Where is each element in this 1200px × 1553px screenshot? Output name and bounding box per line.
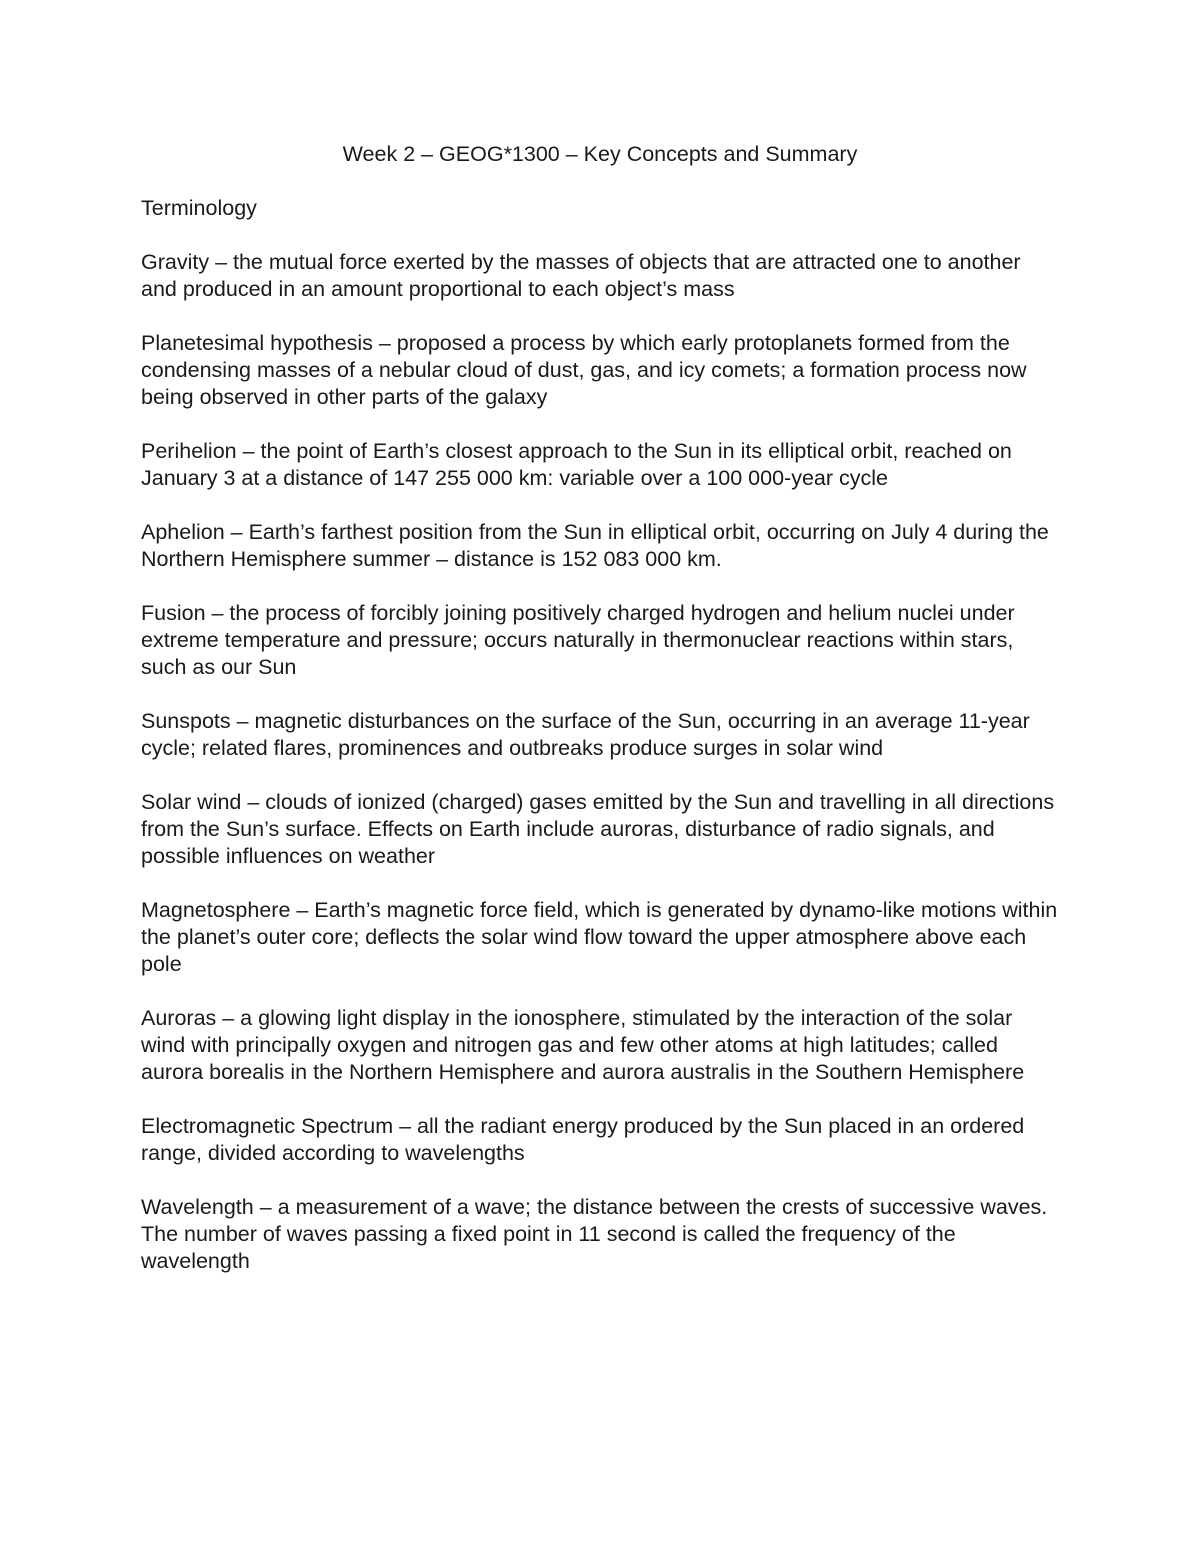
term-gravity: Gravity – the mutual force exerted by the masses of objects that are attracted one to another and produced in an amount proportional to each object’s mass	[141, 250, 1021, 301]
terminology-list	[141, 249, 1061, 1302]
term-auroras: Auroras – a glowing light display in the ionosphere, stimulated by the interaction of the solar wind with principally oxygen and nitrogen gas and few other atoms at high latitudes; called aurora borealis in the Northern Hemisphere and aurora australis in the Southern Hemisphere	[141, 1006, 1025, 1084]
term-solar-wind: Solar wind – clouds of ionized (charged) gases emitted by the Sun and travelling in all directions from the Sun’s surface. Effects on Earth include auroras, disturbance of radio signals, and possible influences on weather	[141, 790, 1055, 868]
term-fusion: Fusion – the process of forcibly joining positively charged hydrogen and helium nuclei under extreme temperature and pressure; occurs naturally in thermonuclear reactions within stars, such as our Sun	[141, 601, 1015, 679]
term-magnetosphere: Magnetosphere – Earth’s magnetic force field, which is generated by dynamo-like motions within the planet’s outer core; deflects the solar wind flow toward the upper atmosphere above each pole	[141, 898, 1058, 976]
term-aphelion: Aphelion – Earth’s farthest position from the Sun in elliptical orbit, occurring on July 4 during the Northern Hemisphere summer – distance is 152 083 000 km.	[141, 520, 1049, 571]
term-sunspots: Sunspots – magnetic disturbances on the surface of the Sun, occurring in an average 11-year cycle; related flares, prominences and outbreaks produce surges in solar wind	[141, 709, 1030, 760]
document-title: Week 2 – GEOG*1300 – Key Concepts and Summary	[342, 142, 858, 166]
section-heading-terminology: Terminology	[141, 196, 257, 220]
term-wavelength: Wavelength – a measurement of a wave; the distance between the crests of successive waves. The number of waves passing a fixed point in 11 second is called the frequency of the wavelength	[141, 1195, 1048, 1273]
term-perihelion: Perihelion – the point of Earth’s closest approach to the Sun in its elliptical orbit, reached on January 3 at a distance of 147 255 000 km: variable over a 100 000-year cycle	[141, 439, 1012, 490]
term-planetesimal-hypothesis: Planetesimal hypothesis – proposed a process by which early protoplanets formed from the condensing masses of a nebular cloud of dust, gas, and icy comets; a formation process now being observed in other parts of the galaxy	[141, 331, 1027, 409]
term-electromagnetic-spectrum: Electromagnetic Spectrum – all the radiant energy produced by the Sun placed in an ordered range, divided according to wavelengths	[141, 1114, 1025, 1165]
